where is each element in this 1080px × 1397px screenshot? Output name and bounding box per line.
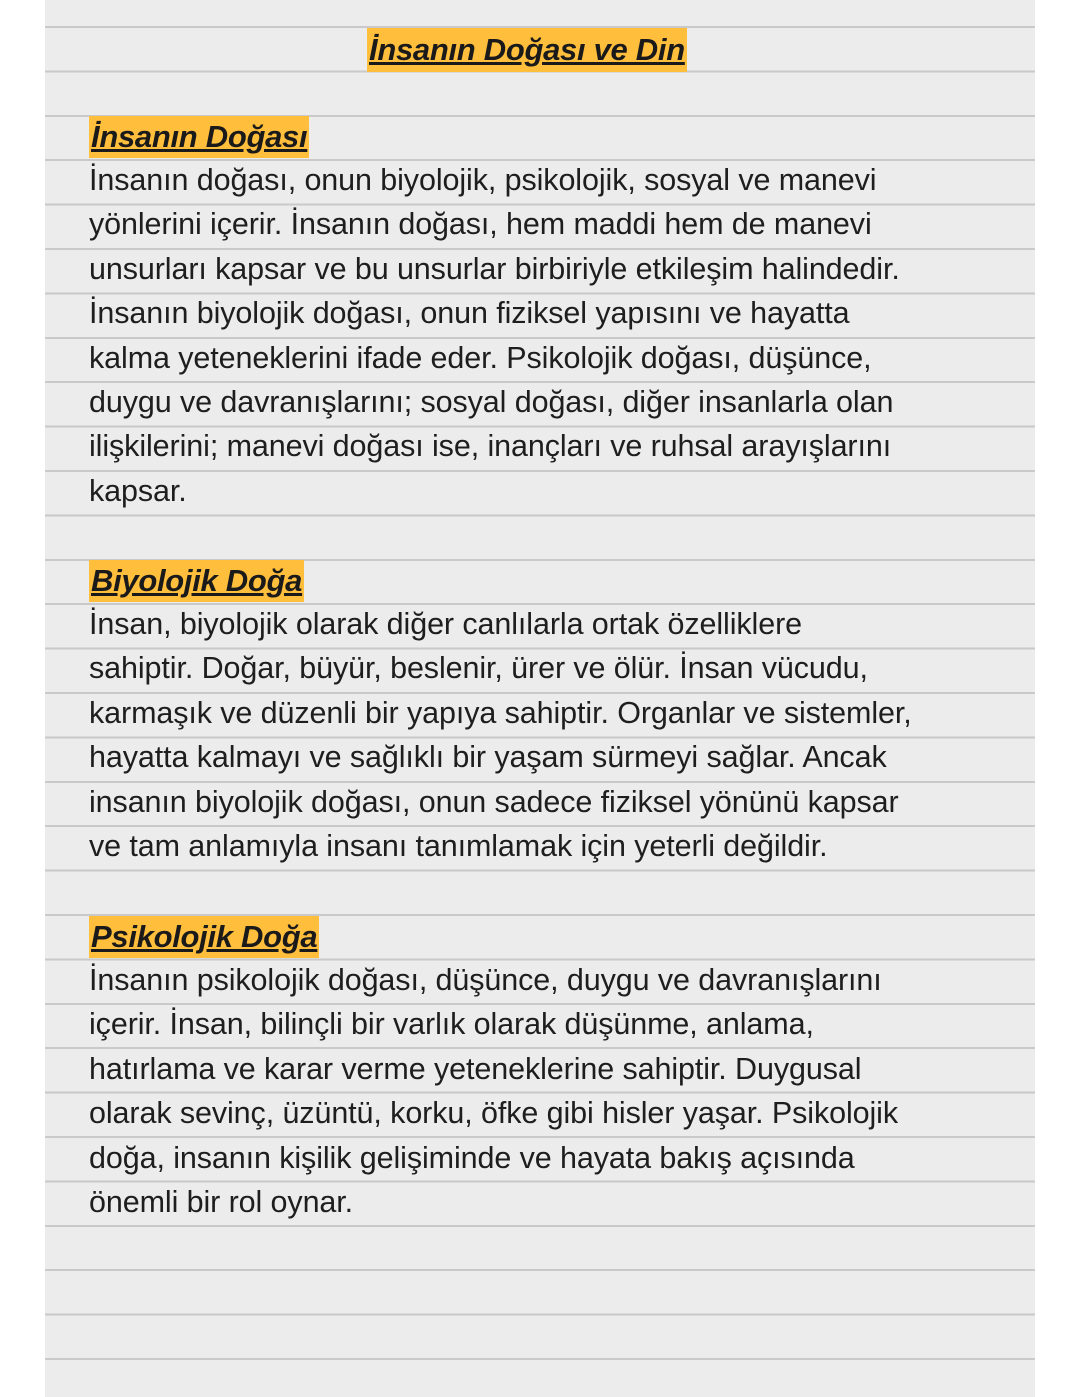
section-insanin-dogasi bbox=[89, 116, 989, 513]
text-line: hayatta kalmayı ve sağlıklı bir yaşam sürmeyi sağlar. Ancak bbox=[89, 740, 887, 775]
text-line: İnsanın doğası, onun biyolojik, psikolojik, sosyal ve manevi bbox=[89, 163, 877, 197]
text-line: kapsar. bbox=[89, 473, 187, 508]
section-heading-psikolojik-doga: Psikolojik Doğa bbox=[89, 916, 319, 958]
section-body-psikolojik-doga bbox=[89, 958, 989, 1224]
text-line: doğa, insanın kişilik gelişiminde ve hayata bakış açısında bbox=[89, 1140, 855, 1175]
section-body-insanin-dogasi bbox=[89, 158, 989, 513]
text-line: yönlerini içerir. İnsanın doğası, hem maddi hem de manevi bbox=[89, 207, 872, 242]
text-line: İnsanın psikolojik doğası, düşünce, duygu ve davranışlarını bbox=[89, 963, 882, 997]
text-line: İnsanın biyolojik doğası, onun fiziksel yapısını ve hayatta bbox=[89, 296, 850, 331]
text-line: ilişkilerini; manevi doğası ise, inançları ve ruhsal arayışlarını bbox=[89, 429, 892, 464]
text-line: duygu ve davranışlarını; sosyal doğası, diğer insanlarla olan bbox=[89, 385, 894, 420]
section-heading-insanin-dogasi: İnsanın Doğası bbox=[89, 116, 309, 158]
text-line: ve tam anlamıyla insanı tanımlamak için yeterli değildir. bbox=[89, 829, 828, 864]
text-line: hatırlama ve karar verme yeteneklerine sahiptir. Duygusal bbox=[89, 1051, 862, 1086]
text-line: önemli bir rol oynar. bbox=[89, 1185, 354, 1220]
text-line: kalma yeteneklerini ifade eder. Psikolojik doğası, düşünce, bbox=[89, 340, 872, 375]
section-biyolojik-doga bbox=[89, 560, 989, 868]
text-line: sahiptir. Doğar, büyür, beslenir, ürer ve ölür. İnsan vücudu, bbox=[89, 651, 868, 686]
section-heading-biyolojik-doga: Biyolojik Doğa bbox=[89, 560, 304, 602]
lined-paper-page bbox=[45, 0, 1035, 1397]
text-line: olarak sevinç, üzüntü, korku, öfke gibi hisler yaşar. Psikolojik bbox=[89, 1096, 898, 1131]
section-body-biyolojik-doga bbox=[89, 602, 989, 868]
text-line: unsurları kapsar ve bu unsurlar birbiriyle etkileşim halindedir. bbox=[89, 251, 900, 286]
text-line: İnsan, biyolojik olarak diğer canlılarla ortak özelliklere bbox=[89, 607, 802, 641]
section-psikolojik-doga bbox=[89, 916, 989, 1224]
text-line: içerir. İnsan, bilinçli bir varlık olarak düşünme, anlama, bbox=[89, 1007, 814, 1042]
text-line: insanın biyolojik doğası, onun sadece fiziksel yönünü kapsar bbox=[89, 784, 899, 819]
document-title: İnsanın Doğası ve Din bbox=[367, 28, 687, 72]
text-line: karmaşık ve düzenli bir yapıya sahiptir. Organlar ve sistemler, bbox=[89, 695, 912, 730]
